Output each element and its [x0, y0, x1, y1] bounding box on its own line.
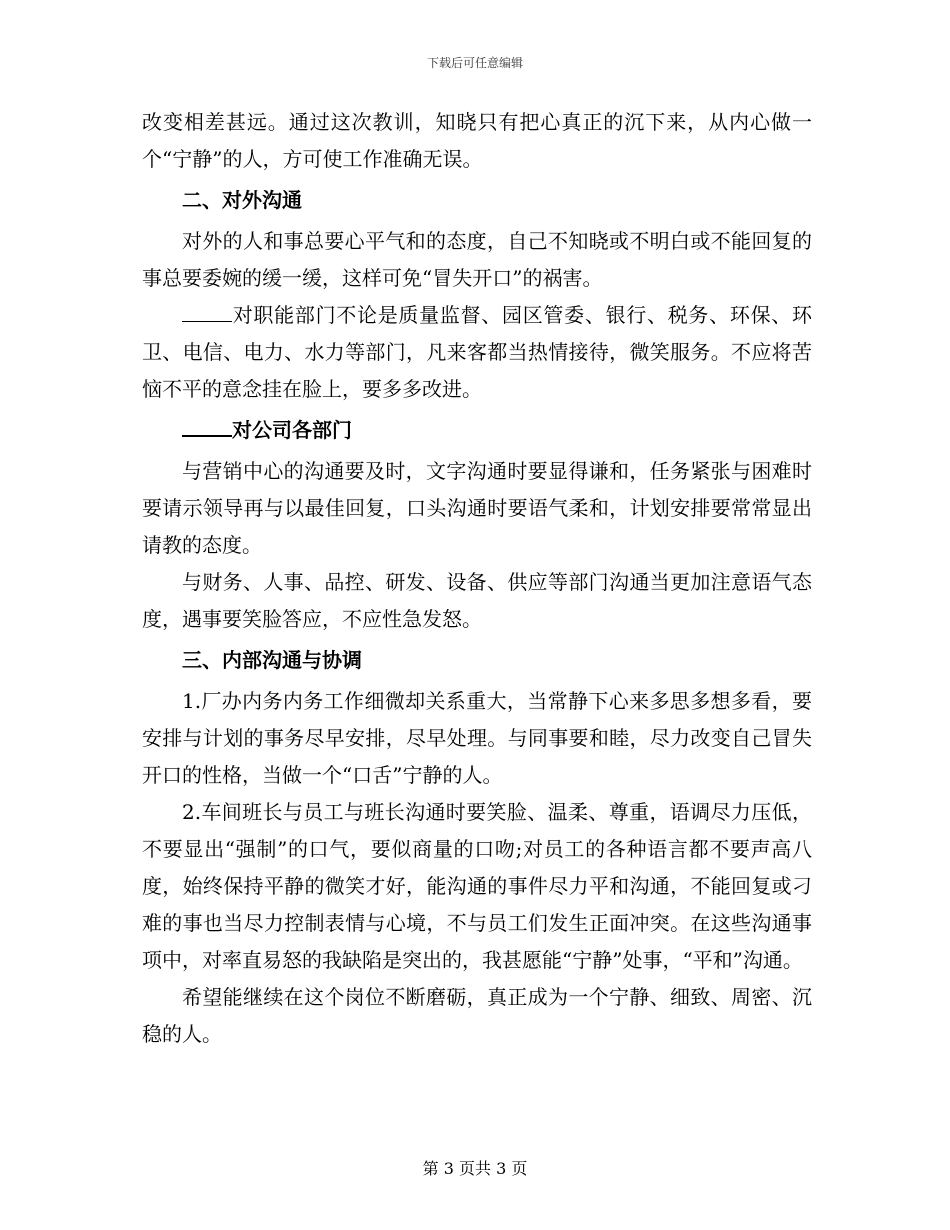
section-heading-company-departments [142, 412, 812, 449]
paragraph-office-affairs: 1.厂办内务内务工作细微却关系重大，当常静下心来多思多想多看，要安排与计划的事务尽早安排，尽早处理。与同事要和睦，尽力改变自己冒失开口的性格，当做一个“口舌”宁静的人。 [142, 689, 812, 787]
document-body [142, 104, 812, 1053]
section-heading-internal: 三、内部沟通与协调 [182, 648, 362, 672]
paragraph-continuation: 改变相差甚远。通过这次教训，知晓只有把心真正的沉下来，从内心做一个“宁静”的人，方可使工作准确无误。 [142, 110, 812, 171]
section-heading-company-departments-text: 对公司各部门 [232, 418, 352, 442]
fill-blank [182, 303, 232, 322]
paragraph-external-attitude: 对外的人和事总要心平气和的态度，自己不知晓或不明白或不能回复的事总要委婉的缓一缓，这样可免“冒失开口”的祸害。 [142, 229, 812, 290]
paragraph-functional-departments-text: 对职能部门不论是质量监督、园区管委、银行、税务、环保、环卫、电信、电力、水力等部门，凡来客都当热情接待，微笑服务。不应将苦恼不平的意念挂在脸上，要多多改进。 [142, 303, 812, 401]
section-heading-external: 二、对外沟通 [182, 188, 302, 212]
paragraph-closing: 希望能继续在这个岗位不断磨砺，真正成为一个宁静、细致、周密、沉稳的人。 [142, 985, 812, 1046]
paragraph-marketing-center: 与营销中心的沟通要及时，文字沟通时要显得谦和，任务紧张与困难时要请示领导再与以最佳回复，口头沟通时要语气柔和，计划安排要常常显出请教的态度。 [142, 459, 812, 557]
paragraph-other-departments: 与财务、人事、品控、研发、设备、供应等部门沟通当更加注意语气态度，遇事要笑脸答应，不应性急发怒。 [142, 570, 812, 631]
page-header: 下载后可任意编辑 [426, 56, 523, 70]
page-footer: 第 3 页共 3 页 [422, 1159, 528, 1178]
paragraph-workshop: 2.车间班长与员工与班长沟通时要笑脸、温柔、尊重，语调尽力压低，不要显出“强制”的口气，要似商量的口吻;对员工的各种语言都不要声高八度，始终保持平静的微笑才好，能沟通的事件尽力平和沟通，不能回复或刁难的事也当尽力控制表情与心境，不与员工们发生正面冲突。在这些沟通事项中，对率直易怒的我缺陷是突出的，我甚愿能“宁静”处事，“平和”沟通。 [142, 800, 812, 972]
paragraph-functional-departments [142, 297, 812, 408]
fill-blank [182, 417, 232, 437]
